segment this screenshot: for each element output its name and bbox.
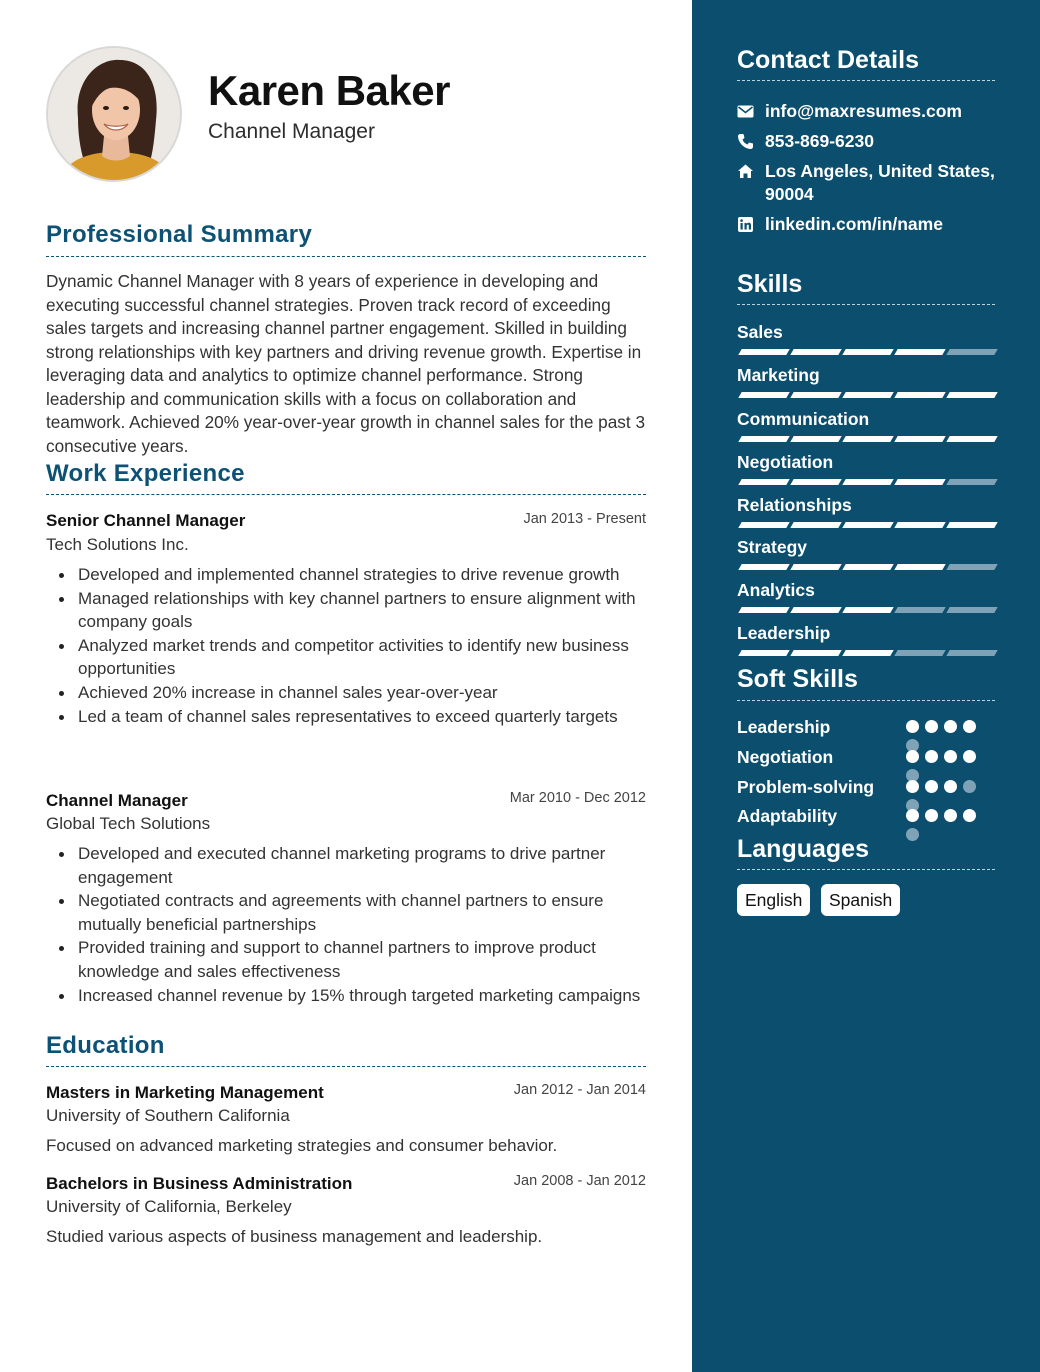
list-item: Developed and implemented channel strategies to drive revenue growth (78, 563, 648, 587)
rating-dot (944, 780, 957, 793)
rating-dot (925, 809, 938, 822)
rating-dot (944, 750, 957, 763)
skill-level-bar (737, 607, 995, 613)
skill-label: Relationships (737, 495, 852, 515)
skill-level-segment (790, 392, 841, 398)
soft-skill-label: Negotiation (737, 747, 834, 767)
skill-level-segment (894, 392, 945, 398)
skill-level-segment (842, 392, 893, 398)
sidebar (692, 0, 1040, 1372)
profile-photo (46, 46, 182, 182)
linkedin-text[interactable]: linkedin.com/in/name (765, 214, 943, 234)
candidate-title: Channel Manager (208, 120, 375, 143)
skill-level-segment (946, 522, 997, 528)
candidate-name: Karen Baker (208, 67, 450, 114)
rating-dot (906, 720, 919, 733)
list-item: Led a team of channel sales representatives to exceed quarterly targets (78, 705, 648, 729)
contact-heading: Contact Details (737, 46, 919, 74)
phone-text: 853-869-6230 (765, 131, 874, 151)
skill-level-segment (946, 607, 997, 613)
rating-dot (906, 828, 919, 841)
skill-level-segment (790, 349, 841, 355)
skill-level-segment (894, 522, 945, 528)
skill-level-segment (894, 479, 945, 485)
list-item: Analyzed market trends and competitor activities to identify new business opportunities (78, 634, 648, 681)
rating-dot (944, 720, 957, 733)
skill-level-bar (737, 564, 995, 570)
skill-label: Communication (737, 409, 870, 429)
skill-level-segment (946, 392, 997, 398)
rating-dot (906, 809, 919, 822)
job-company: Global Tech Solutions (46, 814, 211, 833)
home-icon (737, 163, 754, 180)
avatar (48, 48, 182, 182)
rating-dot (906, 780, 919, 793)
degree-dates: Jan 2012 - Jan 2014 (513, 1082, 646, 1098)
rating-dot (963, 809, 976, 822)
skill-level-bar (737, 436, 995, 442)
list-item: Negotiated contracts and agreements with channel partners to ensure mutually beneficial partnerships (78, 889, 648, 936)
skill-level-segment (790, 479, 841, 485)
education-divider (46, 1066, 646, 1067)
skill-level-segment (790, 564, 841, 570)
skill-level-segment (946, 436, 997, 442)
phone-icon (737, 133, 754, 150)
skill-level-segment (738, 607, 789, 613)
soft-skills-heading: Soft Skills (737, 665, 858, 693)
contact-divider (737, 80, 995, 81)
rating-dot (963, 750, 976, 763)
skill-level-bar (737, 349, 995, 355)
school-name: University of California, Berkeley (46, 1197, 292, 1216)
languages-divider (737, 869, 995, 870)
rating-dot (925, 750, 938, 763)
skill-level-segment (738, 349, 789, 355)
skill-level-segment (842, 522, 893, 528)
rating-dot (925, 720, 938, 733)
summary-divider (46, 256, 646, 257)
skill-level-bar (737, 650, 995, 656)
skill-level-segment (946, 650, 997, 656)
skill-level-segment (842, 436, 893, 442)
skill-level-segment (894, 349, 945, 355)
languages-heading: Languages (737, 835, 869, 863)
skill-level-segment (790, 650, 841, 656)
linkedin-icon (737, 216, 754, 233)
soft-skill-label: Leadership (737, 717, 831, 737)
skill-level-segment (946, 564, 997, 570)
list-item: Increased channel revenue by 15% through targeted marketing campaigns (78, 984, 648, 1008)
job-dates: Mar 2010 - Dec 2012 (509, 790, 646, 806)
skill-level-segment (894, 436, 945, 442)
summary-text: Dynamic Channel Manager with 8 years of experience in developing and executing successful channel strategies. Proven track record of exceeding sales targets and increasing channel partner engagement. Skilled in building strong relationships with key partners and driving revenue growth. Expertise in leveraging data and analytics to optimize channel performance. Strong leadership and communication skills with a focus on collaboration and teamwork. Achieved 20% year-over-year growth in channel sales for the past 3 consecutive years. (46, 271, 646, 456)
degree-title: Bachelors in Business Administration (46, 1174, 353, 1193)
soft-skill-label: Problem-solving (737, 777, 875, 797)
degree-title: Masters in Marketing Management (46, 1083, 324, 1102)
contact-linkedin (737, 213, 997, 237)
skill-level-segment (790, 607, 841, 613)
rating-dot (963, 780, 976, 793)
skill-level-segment (842, 564, 893, 570)
skill-level-segment (738, 564, 789, 570)
language-badge: English (737, 884, 810, 916)
envelope-icon (737, 103, 754, 120)
job-bullets (78, 563, 648, 728)
skills-heading: Skills (737, 270, 803, 298)
job-title: Channel Manager (46, 791, 188, 810)
skill-level-segment (738, 436, 789, 442)
skill-level-segment (790, 522, 841, 528)
skill-level-segment (738, 479, 789, 485)
experience-divider (46, 494, 646, 495)
language-badge: Spanish (821, 884, 900, 916)
job-company: Tech Solutions Inc. (46, 535, 189, 554)
skill-label: Analytics (737, 580, 815, 600)
degree-description: Studied various aspects of business management and leadership. (46, 1227, 543, 1246)
skill-level-segment (738, 392, 789, 398)
contact-phone (737, 130, 997, 154)
contact-email (737, 100, 997, 124)
skills-divider (737, 304, 995, 305)
skill-level-bar (737, 392, 995, 398)
skill-level-segment (842, 349, 893, 355)
soft-skill-label: Adaptability (737, 806, 838, 826)
skill-label: Negotiation (737, 452, 834, 472)
skill-label: Strategy (737, 537, 808, 557)
list-item: Developed and executed channel marketing programs to drive partner engagement (78, 842, 648, 889)
skill-level-segment (738, 650, 789, 656)
skill-level-segment (946, 349, 997, 355)
skill-level-segment (842, 479, 893, 485)
contact-address (737, 160, 997, 208)
skill-level-segment (842, 607, 893, 613)
job-title: Senior Channel Manager (46, 511, 246, 530)
soft-skills-divider (737, 700, 995, 701)
list-item: Provided training and support to channel partners to improve product knowledge and sales effectiveness (78, 936, 648, 983)
email-text[interactable]: info@maxresumes.com (765, 101, 962, 121)
job-dates: Jan 2013 - Present (523, 511, 646, 527)
skill-level-segment (894, 607, 945, 613)
skill-label: Sales (737, 322, 783, 342)
skill-level-segment (894, 650, 945, 656)
rating-dot (944, 809, 957, 822)
degree-dates: Jan 2008 - Jan 2012 (513, 1173, 646, 1189)
address-text: Los Angeles, United States, 90004 (765, 161, 995, 204)
list-item: Achieved 20% increase in channel sales year-over-year (78, 681, 648, 705)
rating-dot (963, 720, 976, 733)
skill-level-segment (790, 436, 841, 442)
summary-heading: Professional Summary (46, 221, 313, 248)
skill-level-segment (894, 564, 945, 570)
skill-level-segment (738, 522, 789, 528)
skill-label: Leadership (737, 623, 831, 643)
degree-description: Focused on advanced marketing strategies and consumer behavior. (46, 1136, 558, 1155)
education-heading: Education (46, 1032, 165, 1059)
skill-level-segment (946, 479, 997, 485)
list-item: Managed relationships with key channel partners to ensure alignment with company goals (78, 587, 648, 634)
skill-level-bar (737, 522, 995, 528)
rating-dot (925, 780, 938, 793)
experience-heading: Work Experience (46, 460, 245, 487)
school-name: University of Southern California (46, 1106, 290, 1125)
job-bullets (78, 842, 648, 1007)
skill-level-bar (737, 479, 995, 485)
skill-label: Marketing (737, 365, 820, 385)
skill-level-segment (842, 650, 893, 656)
rating-dot (906, 750, 919, 763)
